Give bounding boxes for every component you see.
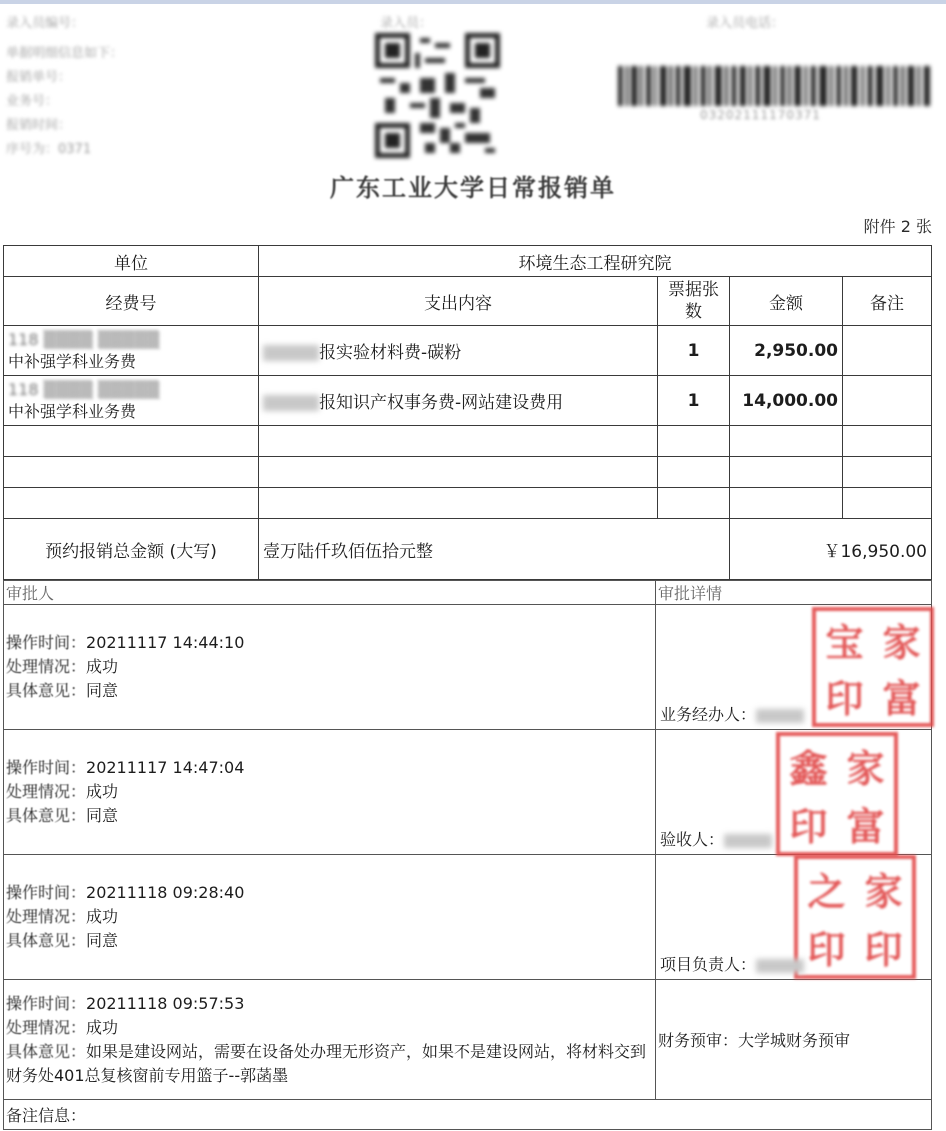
- approval-header: [4, 581, 932, 605]
- fund-name: 中补强学科业务费: [8, 401, 137, 421]
- entry-clerk-phone: 录入员电话：: [706, 16, 785, 31]
- redacted-name: [263, 395, 319, 411]
- col-remark: 备注: [843, 277, 932, 326]
- receipt-count: 1: [658, 326, 730, 376]
- approval-detail: [656, 730, 932, 855]
- remark: [843, 376, 932, 426]
- approval-table: [3, 580, 932, 1130]
- operation-time: 20211118 09:28:40: [86, 883, 245, 902]
- entry-clerk-id: 录入员编号：: [6, 16, 85, 31]
- approval-row: [4, 855, 932, 980]
- approver-role: 业务经办人：: [660, 702, 804, 725]
- total-label: 预约报销总金额 (大写): [4, 519, 259, 580]
- operation-time: 20211118 09:57:53: [86, 993, 245, 1013]
- approver-role: 验收人：: [660, 827, 772, 850]
- claim-number: 报销单号：: [6, 70, 72, 85]
- sequence-number: 序号为：0371: [6, 142, 92, 157]
- remark: [843, 326, 932, 376]
- opinion: 同意: [86, 681, 119, 700]
- total-amount: ￥16,950.00: [730, 519, 932, 580]
- expense-content: 报知识产权事务费-网站建设费用: [259, 376, 658, 426]
- approval-detail: [656, 605, 932, 730]
- approval-detail-header: 审批详情: [656, 581, 932, 605]
- barcode-number: 03202111170371: [700, 108, 821, 122]
- approval-row: [4, 730, 932, 855]
- status: 成功: [86, 782, 119, 801]
- col-fund-code: 经费号: [4, 277, 259, 326]
- unit-value: 环境生态工程研究院: [259, 246, 932, 277]
- opinion: 同意: [86, 806, 119, 825]
- total-words: 壹万陆仟玖佰伍拾元整: [259, 519, 730, 580]
- empty-row: [4, 457, 932, 488]
- fund-cell: [4, 326, 259, 376]
- operation-time: 20211117 14:44:10: [86, 633, 245, 652]
- opinion: 同意: [86, 931, 119, 950]
- approval-info: 操作时间：20211117 14:44:10 处理情况：成功 具体意见：同意: [4, 605, 656, 730]
- amount: 14,000.00: [730, 376, 843, 426]
- fund-name: 中补强学科业务费: [8, 351, 137, 371]
- expense-content: 报实验材料费-碳粉: [259, 326, 658, 376]
- entry-clerk: 录入员：: [380, 16, 433, 31]
- approval-detail: [656, 855, 932, 980]
- operation-time: 20211117 14:47:04: [86, 758, 245, 777]
- approval-row: [4, 605, 932, 730]
- qr-code: [375, 33, 500, 158]
- top-border: [0, 0, 946, 4]
- column-header-row: [4, 277, 932, 326]
- status: 成功: [86, 1017, 119, 1037]
- redacted-name: [263, 345, 319, 361]
- table-row: [4, 326, 932, 376]
- status: 成功: [86, 907, 119, 926]
- fund-code: 118 ▒▒▒▒ ▒▒▒▒▒: [8, 379, 160, 399]
- status: 成功: [86, 657, 119, 676]
- col-amount: 金额: [730, 277, 843, 326]
- approval-info: 操作时间：20211118 09:57:53 处理情况：成功 具体意见：如果是建设网站，需要在设备处办理无形资产，如果不是建设网站，将材料交到财务处401总复核窗前专用篮子--郭菡墨: [4, 980, 656, 1100]
- approver-role: 项目负责人：: [660, 952, 804, 975]
- finance-precheck: 财务预审：大学城财务预审: [658, 1031, 851, 1050]
- claim-time: 报销时间：: [6, 118, 72, 133]
- notes-row: [4, 1100, 932, 1130]
- approver-header: 审批人: [4, 581, 656, 605]
- approval-info: 操作时间：20211117 14:47:04 处理情况：成功 具体意见：同意: [4, 730, 656, 855]
- opinion: 如果是建设网站，需要在设备处办理无形资产，如果不是建设网站，将材料交到财务处401总复核窗前专用篮子--郭菡墨: [6, 1041, 647, 1085]
- unit-label: 单位: [4, 246, 259, 277]
- approval-row: [4, 980, 932, 1100]
- expense-table: [3, 245, 932, 580]
- col-receipt-count: 票据张数: [658, 277, 730, 326]
- approval-detail: [656, 980, 932, 1100]
- form-title: 广东工业大学日常报销单: [330, 174, 616, 202]
- notes-label: 备注信息：: [4, 1100, 932, 1130]
- red-seal-stamp: 宝 家 印 富: [812, 607, 934, 727]
- detail-header: 单据明细信息如下：: [6, 46, 124, 61]
- unit-row: [4, 246, 932, 277]
- table-row: [4, 376, 932, 426]
- total-row: [4, 519, 932, 580]
- empty-row: [4, 426, 932, 457]
- attachment-count: 附件 2 张: [863, 217, 932, 236]
- red-seal-stamp: 之 家 印 印: [794, 855, 916, 979]
- fund-code: 118 ▒▒▒▒ ▒▒▒▒▒: [8, 329, 160, 349]
- business-number: 业务号：: [6, 94, 59, 109]
- amount: 2,950.00: [730, 326, 843, 376]
- fund-cell: [4, 376, 259, 426]
- empty-row: [4, 488, 932, 519]
- barcode: [618, 66, 930, 106]
- col-expense-content: 支出内容: [259, 277, 658, 326]
- approval-info: 操作时间：20211118 09:28:40 处理情况：成功 具体意见：同意: [4, 855, 656, 980]
- red-seal-stamp: 鑫 家 印 富: [776, 732, 898, 856]
- receipt-count: 1: [658, 376, 730, 426]
